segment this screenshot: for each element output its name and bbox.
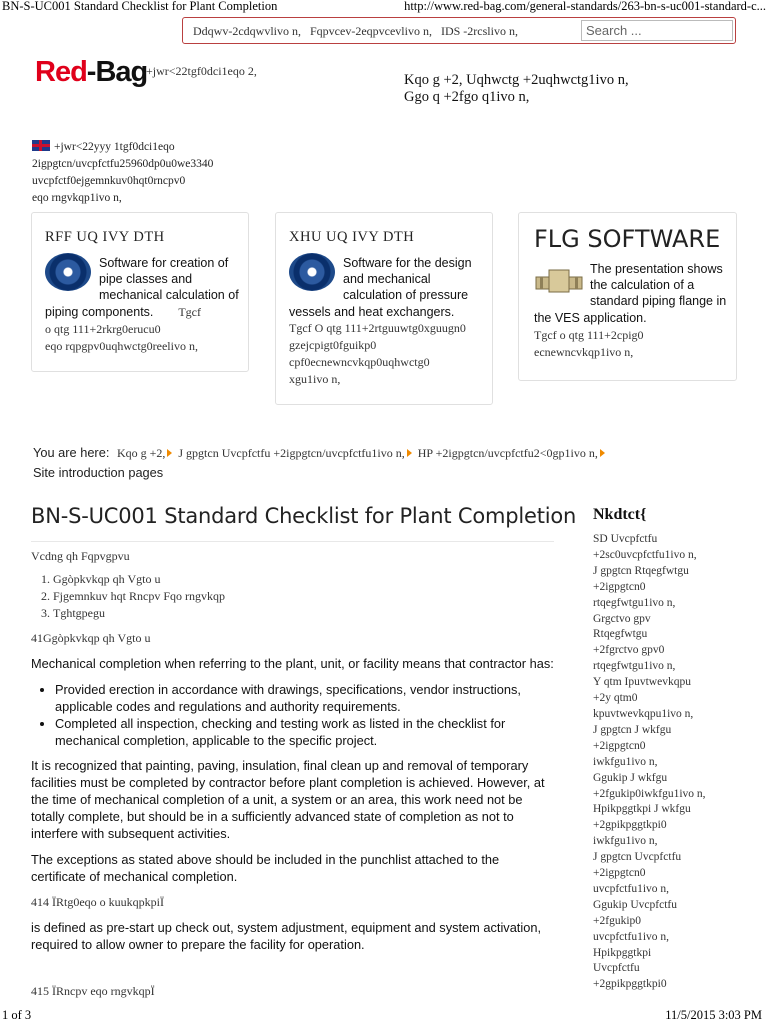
sidebar-link[interactable]: J gpgtcn J wkfgu [593,723,672,736]
paragraph: The exceptions as stated above should be included in the punchlist attached to the certificate of mechanical completion. [31,852,500,884]
subsection-heading: 415 ÏRncpv eqo rngvkqpÏ [31,984,155,998]
card-heading: FLG SOFTWARE [534,225,721,253]
sidebar-link[interactable]: kpuvtwevkqpu1ivo n, [593,707,694,720]
toc-heading: Vcdng qh Fqpvgpvu [31,549,130,563]
language-link-block: +jwr<22yyy 1tgf0dci1eqo 2igpgtcn/uvcpfctfu25960dp0u0we3340 uvcpfctf0ejgemnkuv0hqt0rncpv0 eqo rngvkqp1ivo n, [32,141,214,204]
sidebar-link[interactable]: J gpgtcn Rtqegfwtgu [593,564,689,577]
sidebar-link[interactable]: SD Uvcpfctfu [593,533,658,545]
sidebar-link[interactable]: +2fgukip0 [593,914,642,927]
read-more-link[interactable]: Tgcf o qtg 111+2rkrg0erucu0 eqo rqpgpv0uqhwctg0reelivo n, [45,305,201,353]
subsection-heading: 414 ÏRtg0eqo o kuukqpkpiÏ [31,895,164,909]
sidebar-link[interactable]: Hpikpggtkpi [593,946,652,959]
arrow-right-icon [407,449,412,457]
sidebar-title: Nkdtct{ [593,506,647,523]
card-description: The presentation shows the calculation of a standard piping flange in the VES application. [534,262,727,325]
product-card-flg [518,212,737,381]
sidebar-link[interactable]: +2sc0uvcpfctfu1ivo n, [593,548,697,561]
card-heading: XHU UQ IVY DTH [289,229,415,245]
sidebar-link[interactable]: Y qtm Ipuvtwevkqpu [593,676,691,689]
arrow-right-icon [600,449,605,457]
sidebar-link[interactable]: uvcpfctfu1ivo n, [593,882,670,895]
card-heading: RFF UQ IVY DTH [45,229,165,245]
arrow-right-icon [167,449,172,457]
top-nav-links [193,24,524,39]
sidebar-link[interactable]: +2igpgtcn0 [593,867,646,880]
print-url: http://www.red-bag.com/general-standards/263-bn-s-uc001-standard-c... [404,0,766,13]
sidebar-link[interactable]: Uvcpfctfu [593,962,640,975]
breadcrumb-general-standards[interactable]: J gpgtcn Uvcpfctfu +2igpgtcn/uvcpfctfu1ivo n, [178,446,405,460]
sidebar-link[interactable]: Rtqegfwtgu [593,628,648,641]
top-nav-bar [182,17,736,44]
sidebar-link[interactable]: +2gpikpggtkpi0 [593,978,667,991]
sidebar-link[interactable]: rtqegfwtgu1ivo n, [593,596,676,609]
sidebar-link[interactable]: +2y qtm0 [593,692,638,705]
sidebar-link[interactable]: uvcpfctfu1ivo n, [593,930,670,943]
toc-item[interactable]: 2. Fjgemnkuv hqt Rncpv Fqo rngvkqp [53,588,556,605]
article-body [31,548,556,1000]
product-card-pdd [31,212,249,372]
bullet-list [31,681,556,749]
header-link-home[interactable]: Kqo g +2, Uqhwctg +2uqhwctg1ivo n, [404,72,629,88]
toc-item[interactable]: 1. Ggòpkvkqp qh Vgto u [53,571,556,588]
sidebar-link[interactable]: +2igpgtcn0 [593,580,646,593]
nav-link-about[interactable]: Ddqwv-2cdqwvlivo n, [193,24,301,38]
sidebar-link[interactable]: +2igpgtcn0 [593,739,646,752]
list-item: • Completed all inspection, checking and testing work as listed in the checklist for mechanical completion, applicable to the specific project. [55,715,556,749]
sidebar-link[interactable]: rtqegfwtgu1ivo n, [593,660,676,673]
product-card-ves [275,212,493,405]
sidebar-link[interactable]: Hpikpggtkpi J wkfgu [593,803,691,816]
paragraph: Mechanical completion when referring to the plant, unit, or facility means that contractor has: [31,656,554,671]
page-number: 1 of 3 [2,1008,32,1022]
sidebar-link[interactable]: iwkfgu1ivo n, [593,835,658,848]
paragraph: is defined as pre-start up check out, system adjustment, equipment and system activation, required to allow owner to prepare the facility for operation. [31,920,541,952]
paragraph: It is recognized that painting, paving, insulation, final clean up and removal of temporary facilities must be completed by contractor before plant completion is achieved. However, at the time of mechanical completion of a unit, a system or an area, this work need not be totally complete, but should be in a sufficiently advanced state of completion as not to interfere with subsequent activities. [31,758,545,841]
list-item: • Provided erection in accordance with drawings, specifications, vendor instructions, applicable codes and regulations and authority requirements. [55,681,556,715]
sidebar-link[interactable]: Ggukip Uvcpfctfu [593,898,677,911]
card-description: Software for the design and mechanical calculation of pressure vessels and heat exchangers. [289,256,472,319]
uk-flag-icon[interactable] [32,140,50,151]
nav-link-ids[interactable]: IDS -2rcslivo n, [440,24,518,38]
header-links [404,72,629,106]
sidebar-library-list [593,532,763,993]
nav-link-contact[interactable]: Fqpvcev-2eqpvcevlivo n, [310,24,432,38]
breadcrumb-current: Site introduction pages [33,465,164,480]
sidebar-link[interactable]: +2fgukip0iwkfgu1ivo n, [593,787,706,800]
site-logo[interactable]: Red-Bag [35,56,148,88]
read-more-link[interactable]: Tgcf o qtg 111+2cpig0 ecnewncvkqp1ivo n, [534,328,644,359]
title-divider [31,541,554,542]
section-heading: 41Ggòpkvkqp qh Vgto u [31,631,151,645]
print-title: BN-S-UC001 Standard Checklist for Plant Completion [2,0,278,13]
card-description: Software for creation of pipe classes and mechanical calculation of piping components. [45,256,239,319]
search-input[interactable]: Search ... [581,20,733,41]
sidebar-link[interactable]: +2fgrctvo gpv0 [593,644,665,657]
sidebar-link[interactable]: Grgctvo gpv [593,612,651,625]
page-title: BN-S-UC001 Standard Checklist for Plant Completion [31,504,577,528]
read-more-link[interactable]: Tgcf O qtg 111+2rtguuwtg0xguugn0 gzejcpigt0fguikp0 cpf0ecnewncvkqp0uqhwctg0 xgu1ivo n, [289,321,466,386]
toc-item[interactable]: 3. Tghtgpegu [53,605,556,622]
breadcrumb: You are here: Kqo g +2, J gpgtcn Uvcpfctfu +2igpgtcn/uvcpfctfu1ivo n, HP +2igpgtcn/uvcpfctfu2<0gp1ivo n, Site introduction pages [33,443,733,482]
toc-list [31,571,556,622]
print-header [0,0,768,14]
sidebar-link[interactable]: iwkfgu1ivo n, [593,755,658,768]
print-datetime: 11/5/2015 3:03 PM [665,1008,762,1022]
breadcrumb-en[interactable]: HP +2igpgtcn/uvcpfctfu2<0gp1ivo n, [417,446,598,460]
breadcrumb-home[interactable]: Kqo g +2, [116,446,166,460]
logo-link-text: +jwr<22tgf0dci1eqo 2, [146,64,257,78]
sidebar-link[interactable]: J gpgtcn Uvcpfctfu [593,851,682,864]
header-link-demo[interactable]: Ggo q +2fgo q1ivo n, [404,89,530,105]
sidebar-link[interactable]: Ggukip J wkfgu [593,771,668,784]
sidebar-link[interactable]: +2gpikpggtkpi0 [593,819,667,832]
